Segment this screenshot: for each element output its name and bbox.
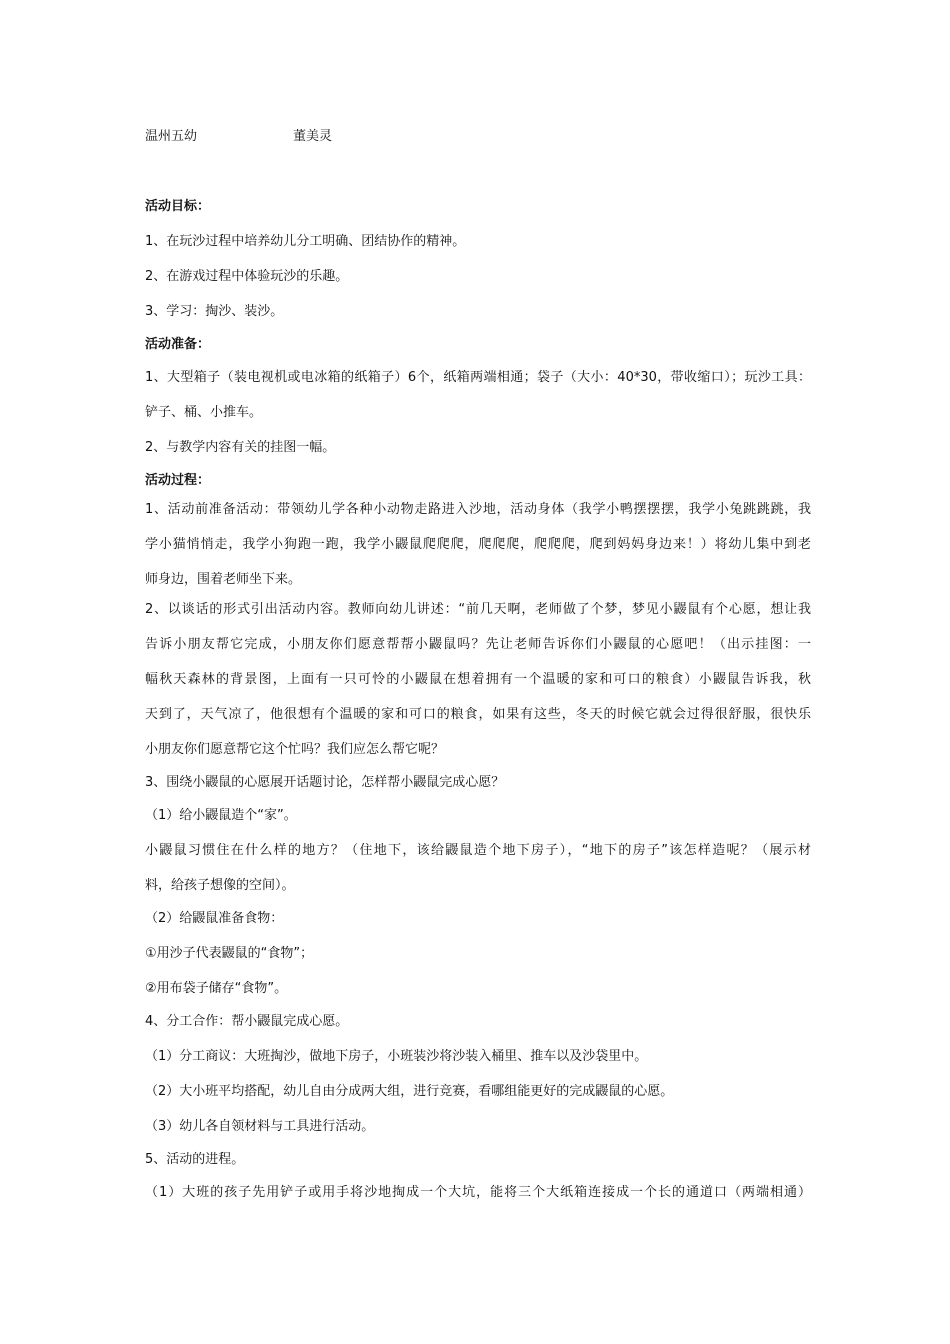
paragraph-line: 3、学习：掏沙、装沙。 <box>145 304 284 319</box>
paragraph-line: 1、大型箱子（装电视机或电冰箱的纸箱子）6个，纸箱两端相通；袋子（大小：40*30，带收缩口）；玩沙工具： <box>145 370 811 385</box>
section-heading: 活动过程： <box>145 473 211 488</box>
paragraph-line: （2）大小班平均搭配，幼儿自由分成两大组，进行竞赛，看哪组能更好的完成鼹鼠的心愿。 <box>145 1084 674 1099</box>
paragraph-line: 小鼹鼠习惯住在什么样的地方？（住地下，该给鼹鼠造个地下房子），“地下的房子”该怎样造呢？（展示材 <box>145 843 811 858</box>
paragraph-line: 5、活动的进程。 <box>145 1152 245 1167</box>
paragraph-line: 告诉小朋友帮它完成，小朋友你们愿意帮帮小鼹鼠吗？先让老师告诉你们小鼹鼠的心愿吧！（出示挂图：一 <box>145 637 811 652</box>
paragraph-line: （2）给鼹鼠准备食物： <box>145 911 284 926</box>
paragraph-line: 1、在玩沙过程中培养幼儿分工明确、团结协作的精神。 <box>145 234 466 249</box>
paragraph-line: 2、以谈话的形式引出活动内容。教师向幼儿讲述：“前几天啊，老师做了个梦，梦见小鼹鼠有个心愿，想让我 <box>145 602 811 617</box>
paragraph-line: 1、活动前准备活动：带领幼儿学各种小动物走路进入沙地，活动身体（我学小鸭摆摆摆，我学小兔跳跳跳，我 <box>145 502 811 517</box>
paragraph-line: 幅秋天森林的背景图，上面有一只可怜的小鼹鼠在想着拥有一个温暖的家和可口的粮食）小鼹鼠告诉我，秋 <box>145 672 811 687</box>
paragraph-line: （1）大班的孩子先用铲子或用手将沙地掏成一个大坑，能将三个大纸箱连接成一个长的通道口（两端相通） <box>145 1185 811 1200</box>
paragraph-line: ②用布袋子储存“食物”。 <box>145 981 288 996</box>
paragraph-line: 2、在游戏过程中体验玩沙的乐趣。 <box>145 269 349 284</box>
paragraph-line: 学小猫悄悄走，我学小狗跑一跑，我学小鼹鼠爬爬爬，爬爬爬，爬爬爬，爬到妈妈身边来！）将幼儿集中到老 <box>145 537 811 552</box>
paragraph-line: （1）分工商议：大班掏沙，做地下房子，小班装沙将沙装入桶里、推车以及沙袋里中。 <box>145 1049 648 1064</box>
paragraph-line: 料，给孩子想像的空间）。 <box>145 878 295 893</box>
paragraph-line: 铲子、桶、小推车。 <box>145 405 263 420</box>
section-heading: 活动目标： <box>145 199 211 214</box>
paragraph-line: 小朋友你们愿意帮它这个忙吗？我们应怎么帮它呢？ <box>145 742 445 757</box>
paragraph-line: （3）幼儿各自领材料与工具进行活动。 <box>145 1119 375 1134</box>
author-name: 董美灵 <box>293 129 333 144</box>
paragraph-line: 2、与教学内容有关的挂图一幅。 <box>145 440 336 455</box>
paragraph-line: （1）给小鼹鼠造个“家”。 <box>145 808 297 823</box>
paragraph-line: 4、分工合作：帮小鼹鼠完成心愿。 <box>145 1014 349 1029</box>
paragraph-line: 3、围绕小鼹鼠的心愿展开话题讨论，怎样帮小鼹鼠完成心愿？ <box>145 775 505 790</box>
school-name: 温州五幼 <box>145 129 198 144</box>
paragraph-line: 天到了，天气凉了，他很想有个温暖的家和可口的粮食，如果有这些，冬天的时候它就会过得很舒服，很快乐 <box>145 707 811 722</box>
paragraph-line: 师身边，围着老师坐下来。 <box>145 572 302 587</box>
section-heading: 活动准备： <box>145 337 211 352</box>
paragraph-line: ①用沙子代表鼹鼠的“食物”； <box>145 946 314 961</box>
